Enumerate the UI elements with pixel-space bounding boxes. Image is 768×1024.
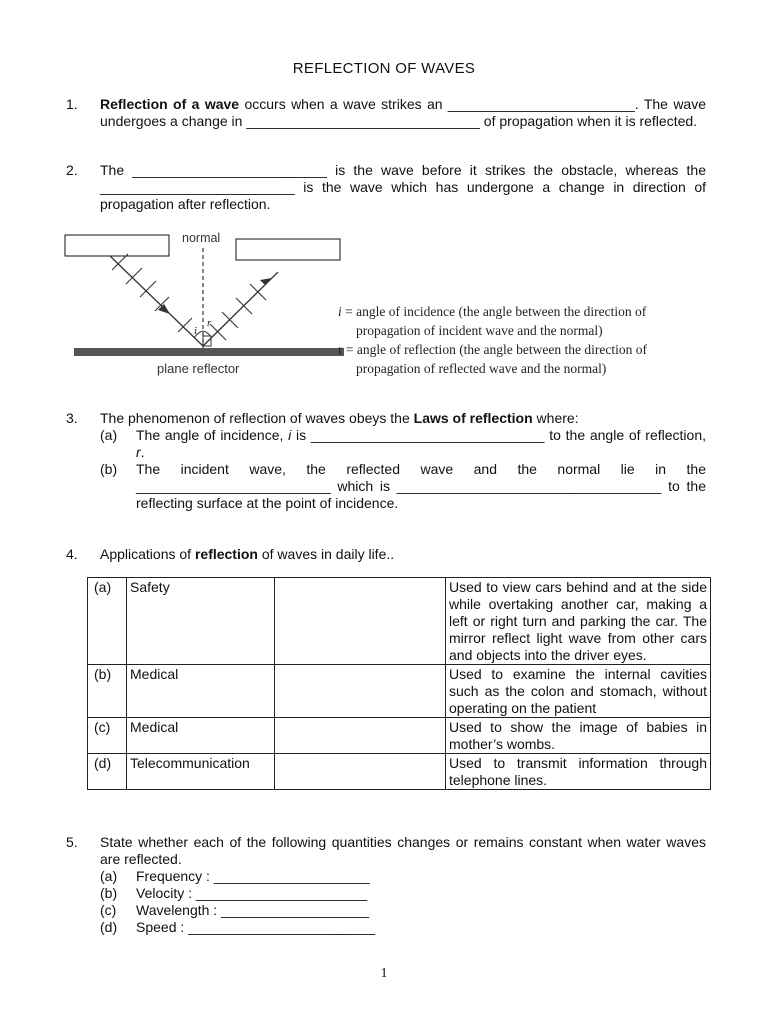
row-label: (c) (88, 718, 127, 754)
question-4 (66, 546, 706, 563)
item-text: Wavelength : ___________________ (136, 902, 370, 918)
page-number: 1 (380, 966, 388, 981)
bold-term: Reflection of a wave (100, 96, 240, 112)
bold-term: Laws of reflection (413, 410, 533, 426)
incident-ray (110, 256, 203, 346)
legend-r-line-1: = angle of reflection (the angle between the direction of (342, 342, 647, 357)
applications-table (87, 577, 711, 790)
normal-label: normal (182, 231, 221, 245)
q3-pre: The phenomenon of reflection of waves obeys the (100, 410, 414, 426)
item-label: (a) (100, 427, 118, 443)
row-field: Safety (127, 578, 275, 665)
question-1 (66, 96, 706, 130)
question-number: 3. (66, 410, 78, 426)
reflected-arrow-icon (260, 278, 272, 285)
q3-a-text-2: is ______________________________ to the angle of reflection, (291, 427, 707, 443)
question-text (100, 96, 706, 130)
q5-subitems (100, 868, 706, 936)
table-row (88, 578, 711, 665)
angle-r-symbol: r (207, 317, 212, 329)
row-blank-cell (275, 665, 446, 718)
row-label: (b) (88, 665, 127, 718)
question-text (100, 546, 706, 563)
q5-item (100, 885, 706, 902)
question-text: The _________________________ is the wave before it strikes the obstacle, whereas the _________________________ is the wave which has undergone a change in direction of propagation after reflection. (100, 162, 706, 212)
row-label: (a) (88, 578, 127, 665)
question-5 (66, 834, 706, 936)
q3-b-text: The incident wave, the reflected wave and the normal lie in the _________________________ which is __________________________________ to the reflecting surface at the point of incidence. (136, 461, 706, 511)
incident-wavefronts (112, 254, 192, 332)
legend-incidence (338, 302, 647, 321)
row-field: Telecommunication (127, 754, 275, 790)
item-text: Frequency : ____________________ (136, 868, 370, 884)
table-row (88, 718, 711, 754)
reflector-label: plane reflector (157, 361, 240, 376)
q3-a-r: r (136, 444, 141, 460)
row-label: (d) (88, 754, 127, 790)
row-blank-cell (275, 754, 446, 790)
row-blank-cell (275, 578, 446, 665)
q3-subitems (100, 427, 706, 512)
q3-post: where: (532, 410, 579, 426)
question-number: 4. (66, 546, 78, 562)
table-row (88, 754, 711, 790)
q5-item (100, 902, 706, 919)
row-use: Used to transmit information through telephone lines. (446, 754, 711, 790)
q3-item-b (100, 461, 706, 512)
question-text (100, 410, 706, 427)
reflected-label-box (236, 239, 340, 260)
q3-a-text-1: The angle of incidence, (136, 427, 289, 443)
item-label: (b) (100, 461, 118, 477)
legend-i-line-2: propagation of incident wave and the normal) (356, 323, 603, 338)
row-use: Used to view cars behind and at the side while overtaking another car, making a left or right turn and parking the car. The mirror reflect light wave from other cars and objects into the driver eyes. (446, 578, 711, 665)
q3-a-text-3: . (140, 444, 145, 460)
item-text: Velocity : ______________________ (136, 885, 368, 901)
question-text-rest: occurs when a wave strikes an ________________________. The wave undergoes a change in ______________________________ of propagation when it is reflected. (100, 96, 707, 129)
legend-r-line-2: propagation of reflected wave and the normal) (356, 361, 607, 376)
question-2 (66, 162, 706, 213)
page-title: REFLECTION OF WAVES (292, 60, 476, 77)
legend-i-line-1: = angle of incidence (the angle between the direction of (341, 304, 647, 319)
q4-post: of waves in daily life.. (257, 546, 395, 562)
diagram-legend (338, 302, 647, 378)
question-text: State whether each of the following quantities changes or remains constant when water waves are reflected. (100, 834, 706, 867)
legend-i-symbol: i (338, 304, 342, 319)
legend-r-symbol: r (338, 342, 343, 357)
row-field: Medical (127, 718, 275, 754)
row-field: Medical (127, 665, 275, 718)
q4-pre: Applications of (100, 546, 195, 562)
legend-reflection (338, 340, 647, 359)
row-use: Used to examine the internal cavities such as the colon and stomach, without operating on the patient (446, 665, 711, 718)
item-label: (d) (100, 919, 118, 935)
question-3 (66, 410, 706, 512)
angle-i-symbol: i (194, 325, 198, 337)
item-label: (b) (100, 885, 118, 901)
item-label: (c) (100, 902, 117, 918)
table-row (88, 665, 711, 718)
item-text: Speed : ________________________ (136, 919, 376, 935)
bold-term: reflection (194, 546, 258, 562)
incident-label-box (65, 235, 169, 256)
q3-item-a (100, 427, 706, 461)
question-number: 1. (66, 96, 78, 112)
q5-item (100, 868, 706, 885)
q5-item (100, 919, 706, 936)
plane-reflector (74, 348, 344, 356)
q3-a-i: i (288, 427, 292, 443)
question-number: 2. (66, 162, 78, 178)
item-label: (a) (100, 868, 118, 884)
row-use: Used to show the image of babies in mother’s wombs. (446, 718, 711, 754)
question-number: 5. (66, 834, 78, 850)
row-blank-cell (275, 718, 446, 754)
